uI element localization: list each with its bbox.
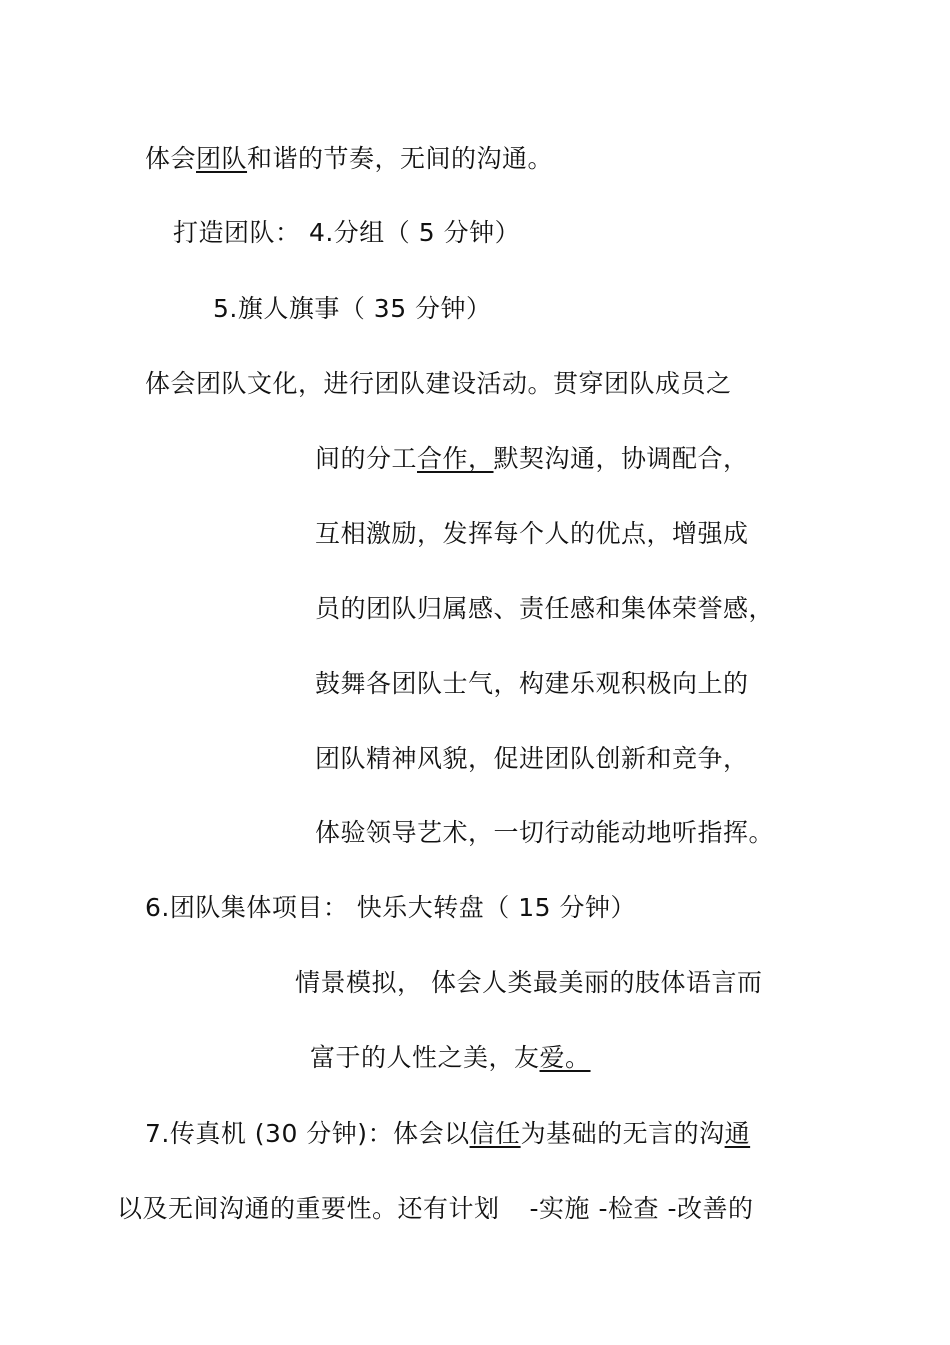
text-segment: -实施 -检查 -改善的 bbox=[529, 1194, 754, 1223]
text-segment: 和谐的节奏，无间的沟通。 bbox=[247, 144, 554, 173]
text-line-15 bbox=[117, 1192, 753, 1226]
text-segment: 默契沟通，协调配合， bbox=[493, 444, 749, 473]
text-line-3: 5.旗人旗事（ 35 分钟） bbox=[213, 294, 492, 323]
text-line-12: 情景模拟， 体会人类最美丽的肢体语言而 bbox=[295, 968, 763, 997]
text-segment: 体会 bbox=[145, 144, 197, 173]
underlined-text: 团队 bbox=[196, 144, 248, 173]
text-line-6: 互相激励，发挥每个人的优点，增强成 bbox=[315, 519, 749, 548]
text-line-14 bbox=[145, 1117, 780, 1151]
underlined-text: 信任 bbox=[469, 1119, 521, 1148]
text-line-2: 打造团队： 4.分组（ 5 分钟） bbox=[173, 218, 521, 247]
text-line-5 bbox=[315, 442, 749, 476]
text-line-7: 员的团队归属感、责任感和集体荣誉感， bbox=[315, 594, 775, 623]
text-line-10: 体验领导艺术，一切行动能动地听指挥。 bbox=[315, 818, 775, 847]
text-line-13 bbox=[310, 1041, 591, 1075]
text-segment: 7.传真机 (30 分钟)：体会以 bbox=[145, 1119, 470, 1148]
text-segment: 以及无间沟通的重要性。还有计划 bbox=[117, 1194, 500, 1223]
underlined-text: 通 bbox=[724, 1119, 751, 1148]
text-line-4: 体会团队文化，进行团队建设活动。贯穿团队成员之 bbox=[145, 369, 732, 398]
text-line-8: 鼓舞各团队士气，构建乐观积极向上的 bbox=[315, 669, 749, 698]
underlined-text: 爱。 bbox=[539, 1043, 591, 1072]
text-line-1 bbox=[145, 142, 553, 176]
text-line-11: 6.团队集体项目： 快乐大转盘（ 15 分钟） bbox=[145, 893, 637, 922]
text-line-9: 团队精神风貌，促进团队创新和竞争， bbox=[315, 744, 749, 773]
text-segment: 富于的人性之美，友 bbox=[310, 1043, 540, 1072]
text-segment: 为基础的无言的沟 bbox=[520, 1119, 725, 1148]
underlined-text: 合作， bbox=[417, 444, 494, 473]
text-segment: 间的分工 bbox=[315, 444, 418, 473]
